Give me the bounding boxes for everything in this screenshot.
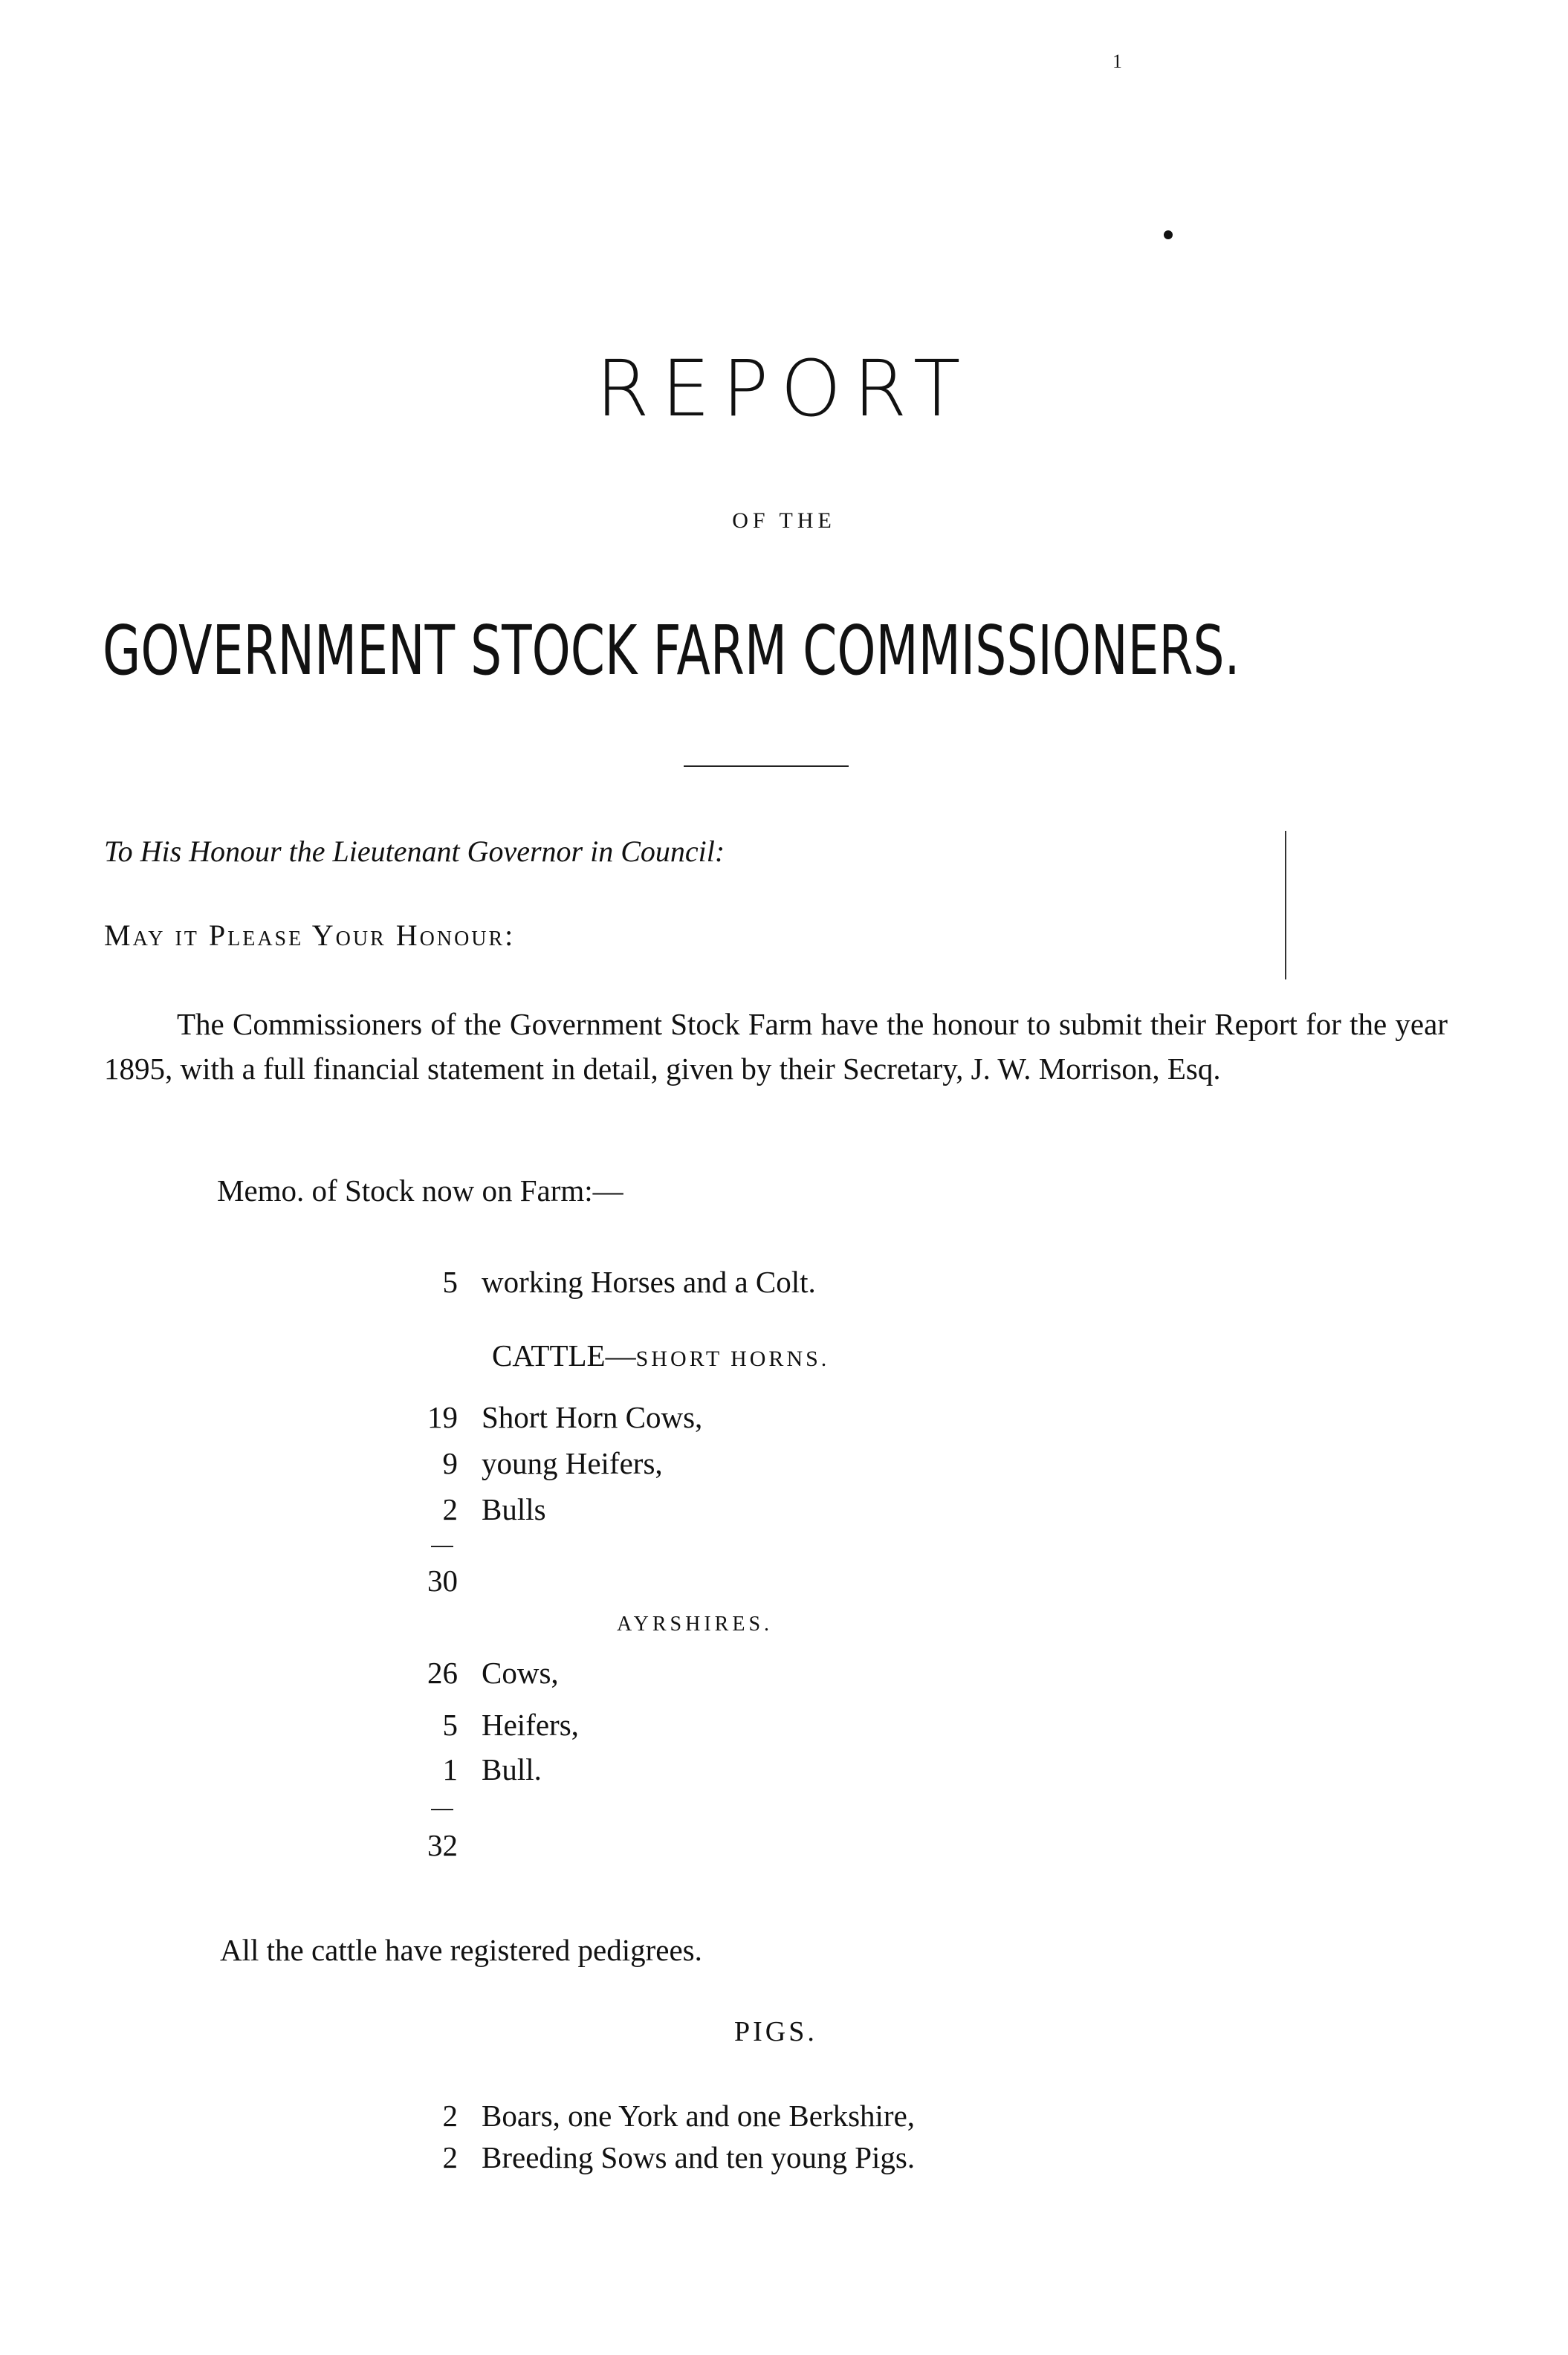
item-count: 1 xyxy=(442,1752,458,1787)
letter-address: To His Honour the Lieutenant Governor in Council: xyxy=(104,835,725,868)
letter-body-text: The Commissioners of the Government Stock Farm have the honour to submit their Report for the year 1895, with a full financial statement in detail, given by their Secretary, J. W. Morrison, Esq. xyxy=(104,1007,1448,1086)
item-count: 2 xyxy=(442,2099,458,2133)
page-number: 1 xyxy=(1112,51,1122,72)
list-item-horses xyxy=(0,1259,816,1305)
shorthorns-total: 30 xyxy=(427,1564,458,1598)
cattle-heading-sub: SHORT HORNS. xyxy=(635,1347,830,1371)
report-subtitle: GOVERNMENT STOCK FARM COMMISSIONERS. xyxy=(103,611,1240,690)
item-label: Bulls xyxy=(482,1492,546,1526)
item-count: 9 xyxy=(442,1446,458,1480)
item-label: Breeding Sows and ten young Pigs. xyxy=(482,2140,916,2174)
pedigrees-note: All the cattle have registered pedigrees. xyxy=(220,1933,702,1967)
item-count: 5 xyxy=(442,1708,458,1742)
total-rule xyxy=(431,1809,453,1810)
item-count: 19 xyxy=(427,1400,458,1434)
item-count: 2 xyxy=(442,2140,458,2174)
total-rule xyxy=(431,1546,453,1547)
item-label: Heifers, xyxy=(482,1708,579,1742)
of-the-line: OF THE xyxy=(732,508,836,533)
item-label: Bull. xyxy=(482,1752,542,1787)
ink-speck xyxy=(1164,230,1173,239)
pigs-heading: PIGS. xyxy=(734,2016,817,2047)
title-divider xyxy=(684,765,849,767)
margin-bar xyxy=(1285,831,1286,979)
item-count: 5 xyxy=(442,1265,458,1299)
cattle-heading xyxy=(492,1338,829,1373)
cattle-heading-main: CATTLE— xyxy=(492,1338,636,1373)
ayrshires-heading: AYRSHIRES. xyxy=(617,1613,774,1636)
memo-line: Memo. of Stock now on Farm:— xyxy=(217,1173,623,1208)
item-label: young Heifers, xyxy=(482,1446,663,1480)
letter-salutation: May it Please Your Honour: xyxy=(104,919,516,952)
item-label: Cows, xyxy=(482,1656,559,1690)
item-label: Short Horn Cows, xyxy=(482,1400,703,1434)
item-label: working Horses and a Colt. xyxy=(482,1265,816,1299)
item-label: Boars, one York and one Berkshire, xyxy=(482,2099,916,2133)
item-count: 26 xyxy=(427,1656,458,1690)
report-title: REPORT xyxy=(595,343,973,434)
letter-body xyxy=(104,1002,1448,1091)
item-count: 2 xyxy=(442,1492,458,1526)
ayrshires-total: 32 xyxy=(427,1828,458,1862)
